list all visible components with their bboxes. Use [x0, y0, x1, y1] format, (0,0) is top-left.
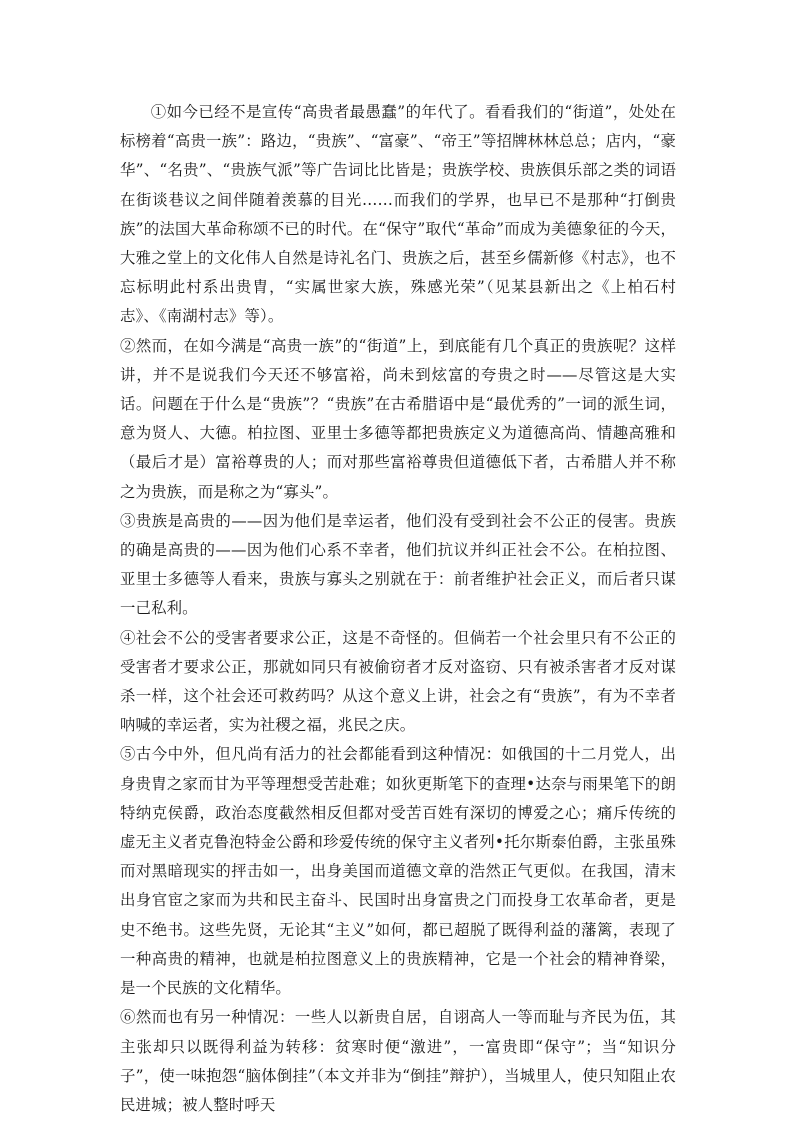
paragraph-2: ②然而，在如今满是“高贵一族”的“街道”上，到底能有几个真正的贵族呢？这样讲，并不是说我们今天还不够富裕，尚未到炫富的夸贵之时——尽管这是大实话。问题在于什么是“贵族”？“贵族”在古希腊语中是“最优秀的”一词的派生词，意为贤人、大德。柏拉图、亚里士多德等都把贵族定义为道德高尚、情趣高雅和（最后才是）富裕尊贵的人；而对那些富裕尊贵但道德低下者，古希腊人并不称之为贵族，而是称之为“寡头”。 [120, 336, 676, 501]
article-body [120, 98, 676, 1120]
paragraph-5: ⑤古今中外，但凡尚有活力的社会都能看到这种情况：如俄国的十二月党人，出身贵胄之家而甘为平等理想受苦赴难；如狄更斯笔下的查理•达奈与雨果笔下的朗特纳克侯爵，政治态度截然相反但都对受苦百姓有深切的博爱之心；痛斥传统的虚无主义者克鲁泡特金公爵和珍爱传统的保守主义者列•托尔斯泰伯爵，主张虽殊而对黑暗现实的抨击如一，出身美国而道德文章的浩然正气更似。在我国，清末出身官宦之家而为共和民主奋斗、民国时出身富贵之门而投身工农革命者，更是史不绝书。这些先贤，无论其“主义”如何，都已超脱了既得利益的藩篱，表现了一种高贵的精神，也就是柏拉图意义上的贵族精神，它是一个社会的精神脊梁，是一个民族的文化精华。 [120, 745, 676, 998]
paragraph-3: ③贵族是高贵的——因为他们是幸运者，他们没有受到社会不公正的侵害。贵族的确是高贵的——因为他们心系不幸者，他们抗议并纠正社会不公。在柏拉图、亚里士多德等人看来，贵族与寡头之别就在于：前者维护社会正义，而后者只谋一己私利。 [120, 511, 676, 618]
paragraph-4: ④社会不公的受害者要求公正，这是不奇怪的。但倘若一个社会里只有不公正的受害者才要求公正，那就如同只有被偷窃者才反对盗窃、只有被杀害者才反对谋杀一样，这个社会还可救药吗？从这个意义上讲，社会之有“贵族”，有为不幸者呐喊的幸运者，实为社稷之福，兆民之庆。 [120, 628, 676, 735]
paragraph-6: ⑥然而也有另一种情况：一些人以新贵自居，自诩高人一等而耻与齐民为伍，其主张却只以既得利益为转移：贫寒时便“激进”，一富贵即“保守”；当“知识分子”，使一味抱怨“脑体倒挂”（本文并非为“倒挂”辩护），当城里人，使只知阻止农民进城；被人整时呼天 [120, 1008, 676, 1114]
paragraph-1: ①如今已经不是宣传“高贵者最愚蠢”的年代了。看看我们的“街道”，处处在标榜着“高贵一族”：路边，“贵族”、“富豪”、“帝王”等招牌林林总总；店内，“豪华”、“名贵”、“贵族气派”等广告词比比皆是；贵族学校、贵族俱乐部之类的词语在街谈巷议之间伴随着羡慕的目光……而我们的学界，也早已不是那种“打倒贵族”的法国大革命称颂不已的时代。在“保守”取代“革命”而成为美德象征的今天，大雅之堂上的文化伟人自然是诗礼名门、贵族之后，甚至乡儒新修《村志》，也不忘标明此村系出贵胄，“实属世家大族，殊感光荣”（见某县新出之《上柏石村志》、《南湖村志》等）。 [120, 103, 676, 326]
